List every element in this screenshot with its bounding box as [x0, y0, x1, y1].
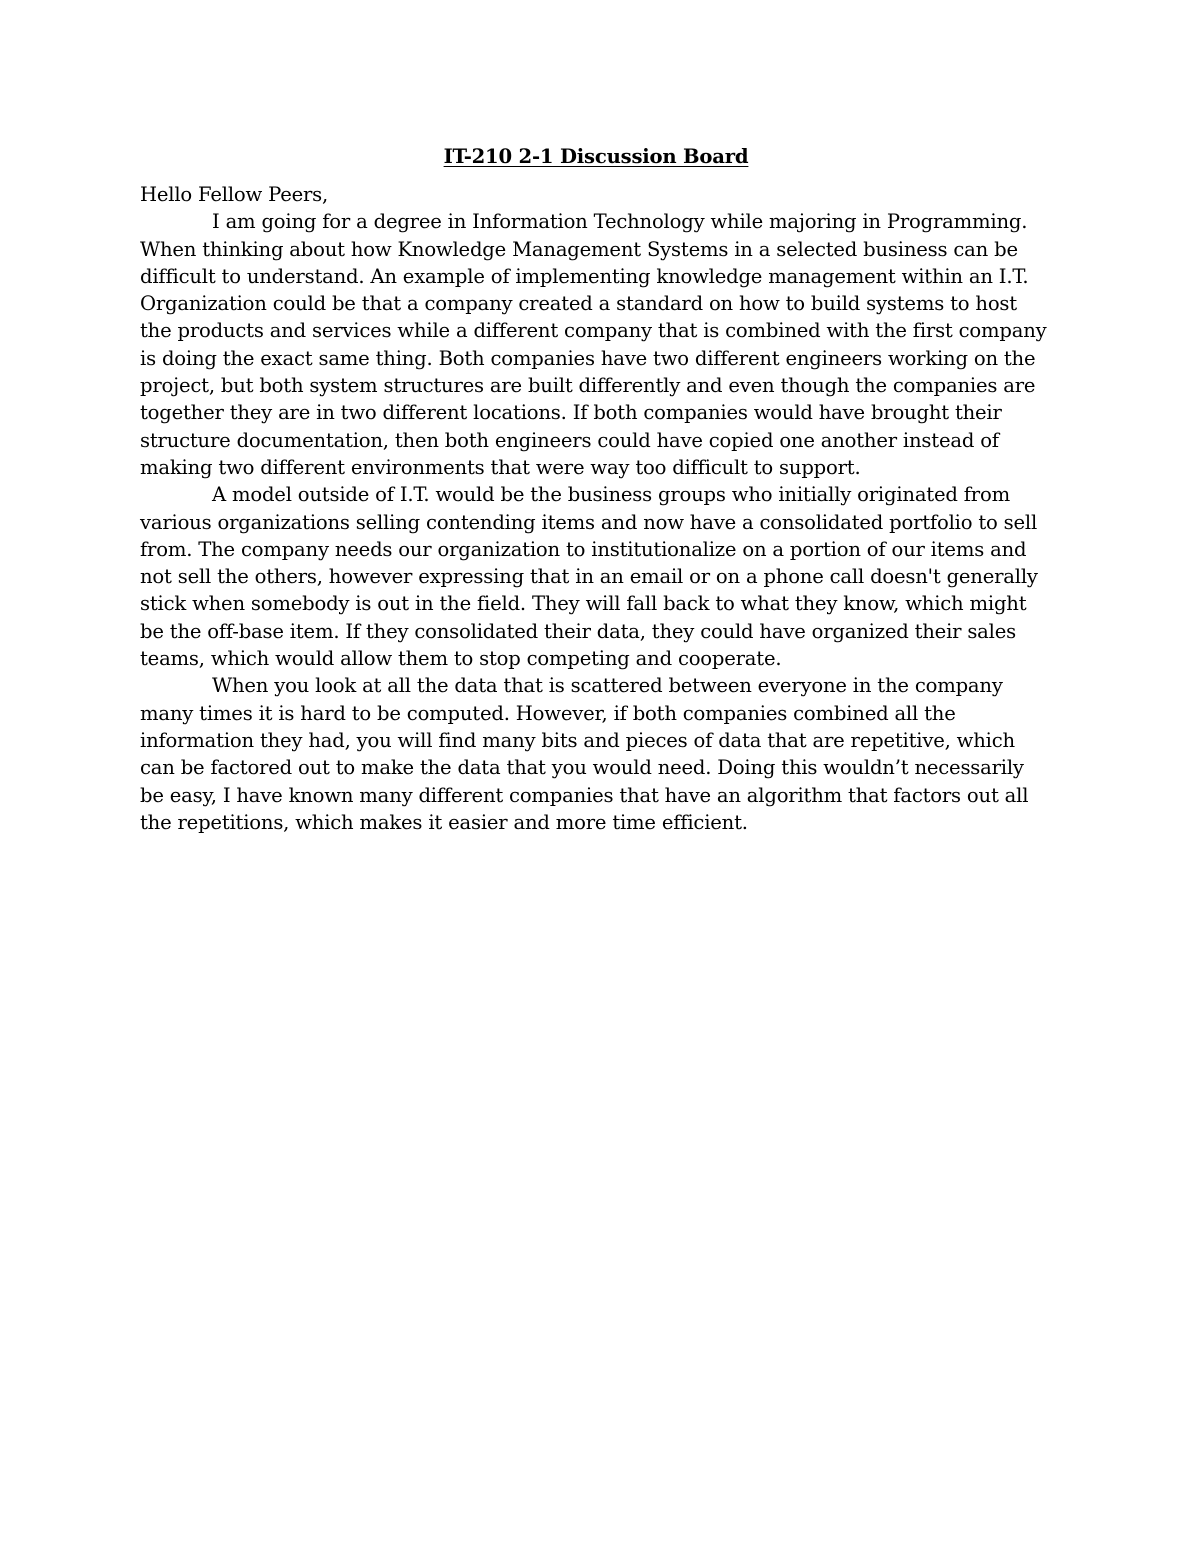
document-body: [140, 141, 1052, 836]
paragraph-2: A model outside of I.T. would be the business groups who initially originated from various organizations selling contending items and now have a consolidated portfolio to sell from. The company needs our organization to institutionalize on a portion of our items and not sell the others, however expressing that in an email or on a phone call doesn't generally stick when somebody is out in the field. They will fall back to what they know, which might be the off-base item. If they consolidated their data, they could have organized their sales teams, which would allow them to stop competing and cooperate.: [140, 483, 1038, 671]
paragraph-1: I am going for a degree in Information Technology while majoring in Programming. When thinking about how Knowledge Management Systems in a selected business can be difficult to understand. An example of implementing knowledge management within an I.T. Organization could be that a company created a standard on how to build systems to host the products and services while a different company that is combined with the first company is doing the exact same thing. Both companies have two different engineers working on the project, but both system structures are built differently and even though the companies are together they are in two different locations. If both companies would have brought their structure documentation, then both engineers could have copied one another instead of making two different environments that were way too difficult to support.: [140, 210, 1047, 479]
greeting-line: Hello Fellow Peers,: [140, 183, 329, 206]
paragraph-3: When you look at all the data that is scattered between everyone in the company many times it is hard to be computed. However, if both companies combined all the information they had, you will find many bits and pieces of data that are repetitive, which can be factored out to make the data that you would need. Doing this wouldn’t necessarily be easy, I have known many different companies that have an algorithm that factors out all the repetitions, which makes it easier and more time efficient.: [140, 674, 1029, 834]
document-title: IT-210 2-1 Discussion Board: [443, 145, 749, 168]
